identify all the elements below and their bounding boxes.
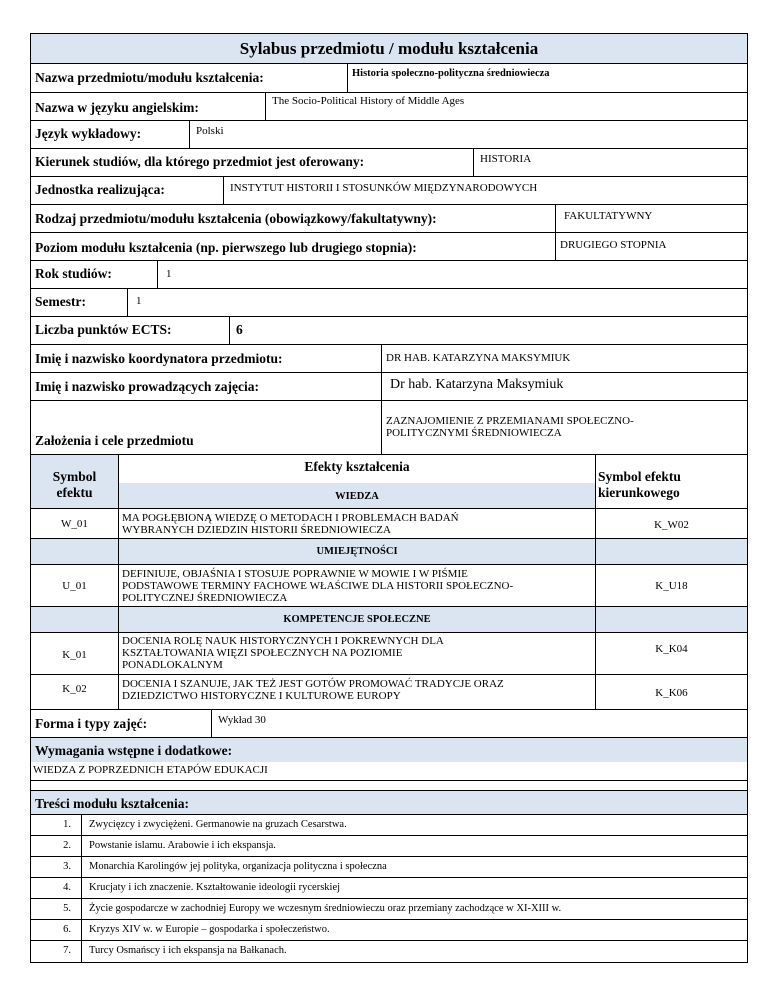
contents-item-text: Turcy Osmańscy i ich ekspansja na Bałkanach. <box>89 945 287 956</box>
language-value: Polski <box>189 121 747 148</box>
contents-item-number: 5. <box>63 903 71 914</box>
row-course-type <box>31 205 747 233</box>
effect-description-line: DOCENIA I SZANUJE, JAK TEŻ JEST GOTÓW PROMOWAĆ TRADYCJE ORAZ <box>122 678 504 690</box>
contents-label: Treści modułu kształcenia: <box>35 796 189 811</box>
goals-label: Założenia i cele przedmiotu <box>35 433 194 448</box>
row-goals <box>31 401 747 455</box>
row-requirements-value <box>31 762 747 781</box>
effect-kier-symbol: K_K04 <box>595 633 747 674</box>
row-forms <box>31 710 747 738</box>
year-value: 1 <box>157 261 747 288</box>
effect-row-u01 <box>31 565 747 607</box>
contents-item-number: 4. <box>63 882 71 893</box>
contents-item-number: 6. <box>63 924 71 935</box>
effects-table <box>31 455 747 710</box>
effect-symbol: W_01 <box>31 509 119 538</box>
contents-item <box>31 857 747 878</box>
coordinator-label: Imię i nazwisko koordynatora przedmiotu: <box>35 351 283 366</box>
effect-symbol: K_01 <box>31 633 119 674</box>
contents-list <box>31 815 747 962</box>
section-knowledge: WIEDZA <box>119 483 595 509</box>
course-name-value: Historia społeczno-polityczna średniowiecza <box>347 64 747 92</box>
effect-description-line: WYBRANYCH DZIEDZIN HISTORII ŚREDNIOWIECZA <box>122 524 391 536</box>
semester-value: 1 <box>127 289 747 316</box>
course-type-label: Rodzaj przedmiotu/modułu kształcenia (obowiązkowy/fakultatywny): <box>35 211 437 226</box>
section-spacer <box>31 539 119 564</box>
contents-item-text: Kryzys XIV w. w Europie – gospodarka i społeczeństwo. <box>89 924 330 935</box>
direction-value: HISTORIA <box>473 149 747 176</box>
effect-description-line: DEFINIUJE, OBJAŚNIA I STOSUJE POPRAWNIE W MOWIE I W PIŚMIE <box>122 568 468 580</box>
effect-description-line: PONADLOKALNYM <box>122 659 223 671</box>
language-label: Język wykładowy: <box>35 126 142 141</box>
effect-row-k02 <box>31 675 747 709</box>
contents-item <box>31 920 747 941</box>
row-contents-header <box>31 790 747 815</box>
section-spacer <box>31 607 119 632</box>
effects-title: Efekty kształcenia <box>304 459 410 474</box>
row-direction <box>31 149 747 177</box>
goals-value-line-1: ZAZNAJOMIENIE Z PRZEMIANAMI SPOŁECZNO- <box>386 415 634 427</box>
contents-item <box>31 899 747 920</box>
row-semester <box>31 289 747 317</box>
contents-item <box>31 941 747 962</box>
ects-label: Liczba punktów ECTS: <box>35 322 172 337</box>
effect-symbol: K_02 <box>31 675 119 709</box>
row-requirements-header <box>31 738 747 762</box>
course-name-label: Nazwa przedmiotu/modułu kształcenia: <box>35 70 264 85</box>
section-social: KOMPETENCJE SPOŁECZNE <box>283 614 431 625</box>
effect-description-line: DOCENIA ROLĘ NAUK HISTORYCZNYCH I POKREWNYCH DLA <box>122 635 444 647</box>
goals-value <box>381 401 747 454</box>
kier-header <box>595 455 747 509</box>
row-course-name <box>31 64 747 93</box>
row-level <box>31 233 747 261</box>
symbol-header-line-2: efektu <box>56 485 93 500</box>
effect-description <box>119 633 595 674</box>
teachers-value: Dr hab. Katarzyna Maksymiuk <box>381 373 747 400</box>
effect-kier-symbol: K_K06 <box>595 675 747 709</box>
row-english-name <box>31 93 747 121</box>
row-coordinator <box>31 345 747 373</box>
ects-value: 6 <box>229 317 747 344</box>
section-spacer <box>595 607 747 632</box>
english-name-value: The Socio-Political History of Middle Ages <box>265 93 747 120</box>
contents-item <box>31 815 747 836</box>
goals-value-line-2: POLITYCZNYMI ŚREDNIOWIECZA <box>386 427 562 439</box>
section-skills: UMIEJĘTNOŚCI <box>316 546 398 557</box>
contents-item-text: Życie gospodarcze w zachodniej Europy we wczesnym średniowieczu oraz przemiany zachodzące w XI-XIII w. <box>89 903 562 914</box>
effect-description-line: POLITYCZNEJ ŚREDNIOWIECZA <box>122 592 288 604</box>
symbol-header-line-1: Symbol <box>52 469 97 484</box>
unit-label: Jednostka realizująca: <box>35 182 165 197</box>
level-label: Poziom modułu kształcenia (np. pierwszego lub drugiego stopnia): <box>35 240 417 255</box>
contents-item-number: 1. <box>63 819 71 830</box>
contents-item <box>31 878 747 899</box>
semester-label: Semestr: <box>35 294 86 309</box>
section-social-row <box>31 607 747 633</box>
english-name-label: Nazwa w języku angielskim: <box>35 100 199 115</box>
requirements-value: WIEDZA Z POPRZEDNICH ETAPÓW EDUKACJI <box>33 764 268 776</box>
effect-row-w01 <box>31 509 747 539</box>
page-title: Sylabus przedmiotu / modułu kształcenia <box>239 39 539 58</box>
effect-symbol: U_01 <box>31 565 119 606</box>
effect-kier-symbol: K_W02 <box>595 509 747 538</box>
year-label: Rok studiów: <box>35 266 112 281</box>
row-language <box>31 121 747 149</box>
kier-header-line-1: Symbol efektu <box>598 469 681 484</box>
teachers-label: Imię i nazwisko prowadzących zajęcia: <box>35 379 259 394</box>
contents-item-text: Krucjaty i ich znaczenie. Kształtowanie ideologii rycerskiej <box>89 882 341 893</box>
effect-description <box>119 509 595 538</box>
kier-header-line-2: kierunkowego <box>598 485 680 500</box>
effect-description-line: DZIEDZICTWO HISTORYCZNE I KULTUROWE EUROPY <box>122 690 401 702</box>
symbol-header <box>31 455 119 509</box>
section-spacer <box>595 539 747 564</box>
course-type-value: FAKULTATYWNY <box>555 205 747 232</box>
effect-description <box>119 675 595 709</box>
section-skills-row <box>31 539 747 565</box>
level-value: DRUGIEGO STOPNIA <box>555 233 747 260</box>
forms-label: Forma i typy zajęć: <box>35 716 148 731</box>
row-unit <box>31 177 747 205</box>
contents-item <box>31 836 747 857</box>
contents-item-text: Monarchia Karolingów jej polityka, organizacja polityczna i społeczna <box>89 861 387 872</box>
forms-value: Wykład 30 <box>211 710 747 737</box>
coordinator-value: DR HAB. KATARZYNA MAKSYMIUK <box>381 345 747 372</box>
contents-item-number: 3. <box>63 861 71 872</box>
contents-item-number: 7. <box>63 945 71 956</box>
contents-item-number: 2. <box>63 840 71 851</box>
unit-value: INSTYTUT HISTORII I STOSUNKÓW MIĘDZYNARODOWYCH <box>223 177 747 204</box>
row-year <box>31 261 747 289</box>
effect-description-line: MA POGŁĘBIONĄ WIEDZĘ O METODACH I PROBLEMACH BADAŃ <box>122 512 459 524</box>
effect-description-line: PODSTAWOWE TERMINY FACHOWE WŁAŚCIWE DLA HISTORII SPOŁECZNO- <box>122 580 514 592</box>
syllabus-form <box>30 33 748 963</box>
requirements-label: Wymagania wstępne i dodatkowe: <box>35 743 233 758</box>
effect-row-k01 <box>31 633 747 675</box>
effect-description <box>119 565 595 606</box>
effect-kier-symbol: K_U18 <box>595 565 747 606</box>
row-teachers <box>31 373 747 401</box>
contents-divider <box>81 815 82 962</box>
row-ects <box>31 317 747 345</box>
contents-item-text: Zwycięzcy i zwyciężeni. Germanowie na gruzach Cesarstwa. <box>89 819 347 830</box>
syllabus-title-row <box>31 34 747 64</box>
direction-label: Kierunek studiów, dla którego przedmiot jest oferowany: <box>35 154 365 169</box>
effect-description-line: KSZTAŁTOWANIA WIĘZI SPOŁECZNYCH NA POZIOMIE <box>122 647 403 659</box>
contents-item-text: Powstanie islamu. Arabowie i ich ekspansja. <box>89 840 276 851</box>
